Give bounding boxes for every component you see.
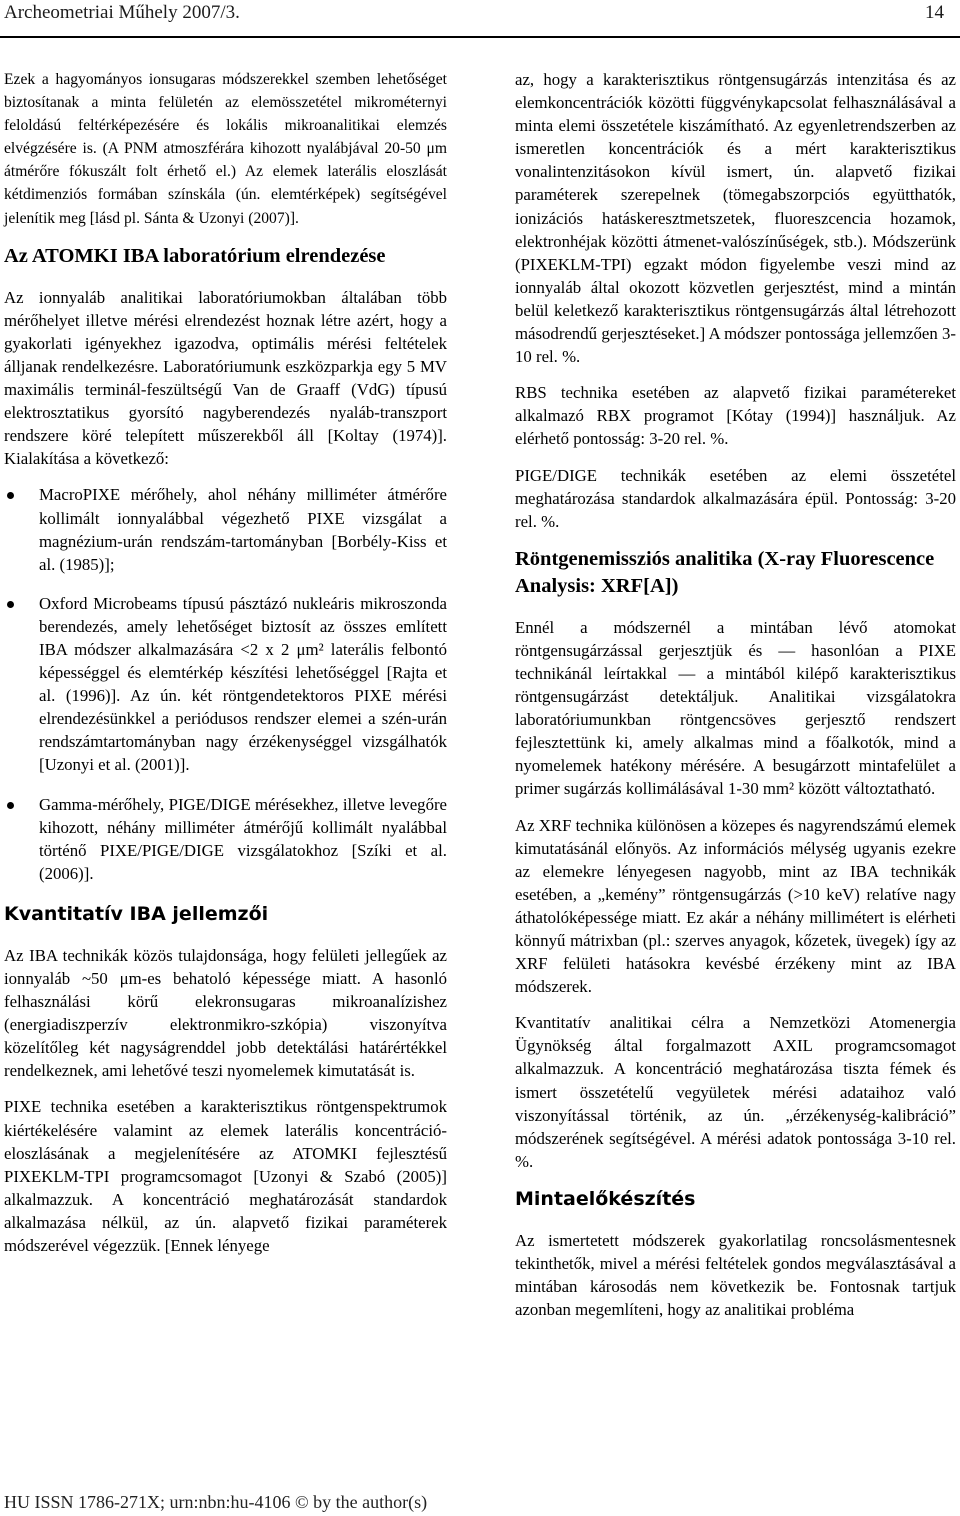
bullet-icon [7, 492, 14, 499]
continued-paragraph: az, hogy a karakterisztikus röntgensugárzás intenzitása és az elemkoncentrációk közötti függvénykapcsolat felhasználásával a minta elemi összetétele kiszámítható. Az egyenletrendszerben az ismeretlen koncentrációk és a mért karakterisztikus vonalintenzitásokon kívül ismert, ún. alapvető fizikai paraméterek szerepelnek (tömegabszorpciós együtthatók, ionizációs hatáskeresztmetszetek, fluoreszcencia hozamok, elektronhéjak közötti átmenet-valószínűségek, stb.). Módszerünk (PIXEKLM-TPI) egzakt módon figyelembe veszi mind az ionnyaláb által okozott közvetlen gerjesztést, mind a mintán belül keletkező karakterisztikus röntgensugárzás által létrehozott másodrendű gerjesztéseket.] A módszer pontossága jellemzően 3-10 rel. %. [515, 70, 956, 367]
left-column [4, 68, 447, 1270]
quant-paragraph-1: Az IBA technikák közös tulajdonsága, hogy felületi jellegűek az ionnyaláb ~50 μm-es behatoló képessége miatt. A hasonló felhasználási körű elekronsugaras mikroanalízishez (energiadiszperzív elektronmikro-szkópia) viszonyítva közelítőleg két nagyságrenddel jobb detektálási határértékkel rendelkeznek, ami lehetővé teszi nyomelemek kimutatását is. [4, 945, 447, 1081]
list-item [4, 483, 447, 575]
heading-sample-prep: Mintaelőkészítés [515, 1187, 696, 1210]
facility-list [4, 483, 447, 885]
pige-paragraph: PIGE/DIGE technikák esetében az elemi összetétel meghatározása standardok alkalmazására épül. Pontosság: 3-20 rel. %. [515, 465, 956, 531]
list-item [4, 793, 447, 885]
header-rule [0, 36, 960, 38]
list-item-text: Oxford Microbeams típusú pásztázó nukleáris mikroszonda berendezés, amely lehetőséget biztosít az összes említett IBA módszer alkalmazására <2 x 2 μm² laterális felbontó képességgel és elemtérkép készítési lehetőséggel [Rajta et al. (1996)]. Az ún. két röntgendetektoros PIXE mérési elrendezésünkkel a periódusos rendszer elemei a szén-urán rendszámtartományban nagy érzékenységgel vizsgálhatók [Uzonyi et al. (2001)]. [39, 593, 447, 775]
quant-paragraph-2: PIXE technika esetében a karakterisztikus röntgenspektrumok kiértékelésére valamint az elemek laterális koncentráció-eloszlásának a megjelenítésére az ATOMKI fejlesztésű PIXEKLM-TPI programcsomagot [Uzonyi & Szabó (2005)] alkalmazzuk. A koncentráció meghatározását standardok alkalmazása nélkül, az ún. alapvető fizikai paraméterek módszerével végezzük. [Ennek lényege [4, 1097, 447, 1256]
xrf-paragraph-3: Kvantitatív analitikai célra a Nemzetközi Atomenergia Ügynökség által forgalmazott AXIL programcsomagot alkalmazzuk. A koncentráció meghatározása tiszta fémek és ismert összetételű vegyületek mérési adataihoz való viszonyítással történik, az ún. „érzékenység-kalibráció” módszerének segítségével. A mérési adatok pontossága 3-10 rel. %. [515, 1013, 956, 1171]
heading-xrf: Röntgenemissziós analitika (X-ray Fluorescence Analysis: XRF[A]) [515, 547, 935, 597]
intro-paragraph: Ezek a hagyományos ionsugaras módszerekkel szemben lehetőséget biztosítanak a minta felületén az elemösszetétel mikrométernyi feloldású feltérképezésére és lokális mikroanalitikai elemzés elvégzésére is. (A PNM atmoszférára kihozott nyalábjával 20-50 μm átmérőre fókuszált folt érhető el.) Az elemek laterális eloszlását kétdimenziós formában színskála (ún. elemtérképek) segítségével jelenítik meg [lásd pl. Sánta & Uzonyi (2007)]. [4, 71, 447, 227]
journal-header: Archeometriai Műhely 2007/3. [4, 2, 240, 23]
bullet-icon [7, 601, 14, 608]
footer-issn: HU ISSN 1786-271X; urn:nbn:hu-4106 © by the author(s) [4, 1492, 428, 1512]
xrf-paragraph-2: Az XRF technika különösen a közepes és nagyrendszámú elemek kimutatásánál előnyös. Az információs mélység ugyanis ezekre az elemekre lényegesen nagyobb, mint az IBA technikák esetében, a „kemény” röntgensugárzás (>10 keV) relatíve nagy áthatolóképessége miatt. Ez akár a néhány millimétert is elérheti könnyű mátrixban (pl.: szerves anyagok, kőzetek, üvegek) így az XRF felületi hatásokra kevésbé érzékeny mint az IBA módszerek. [515, 815, 956, 997]
right-column [515, 68, 956, 1334]
xrf-paragraph-1: Ennél a módszernél a mintában lévő atomokat röntgensugárzással gerjesztjük és — hasonlóan a PIXE technikánál leírtakkal — a mintából kilépő karakterisztikus röntgensugárzást detektáljuk. Analitikai vizsgálatokra laboratóriumunkban röntgencsöves gerjesztő rendszert fejlesztettünk ki, amely alkalmas mind a főalkotók, mind a nyomelemek hatékony mérésére. A besugárzott mintafelület a primer sugárzás kollimálásával 1-30 mm² között változtatható. [515, 617, 956, 799]
heading-quantitative-iba: Kvantitatív IBA jellemzői [4, 902, 269, 925]
page-number: 14 [925, 2, 944, 23]
lab-paragraph: Az ionnyaláb analitikai laboratóriumokban általában több mérőhelyet illetve mérési elrendezést hoznak létre azért, hogy a gyakorlati igényekhez igazodva, optimális mérési feltételek álljanak rendelkezésre. Laboratóriumunk eszközparkja egy 5 MV maximális terminál-feszültségű Van de Graaff (VdG) típusú elektrosztatikus gyorsító nagyberendezés nyaláb-transzport rendszere köré telepített műszerekből áll [Koltay (1974)]. Kialakítása a következő: [4, 287, 447, 469]
heading-lab-layout: Az ATOMKI IBA laboratórium elrendezése [4, 244, 386, 267]
list-item [4, 592, 447, 777]
list-item-text: MacroPIXE mérőhely, ahol néhány milliméter átmérőre kollimált ionnyalábbal végezhető PIXE vizsgálat a magnézium-urán rendszám-tartományban [Borbély-Kiss et al. (1985)]; [39, 485, 447, 574]
rbs-paragraph: RBS technika esetében az alapvető fizikai paramétereket alkalmazó RBX programot [Kótay (1994)] használjuk. Az elérhető pontosság: 3-20 rel. %. [515, 383, 956, 449]
sample-paragraph: Az ismertetett módszerek gyakorlatilag roncsolásmentesnek tekinthetők, mivel a mérési feltételek gondos megválasztásával a mintában károsodás nem következik be. Fontosnak tartjuk azonban megemlíteni, hogy az analitikai probléma [515, 1230, 956, 1320]
list-item-text: Gamma-mérőhely, PIGE/DIGE mérésekhez, illetve levegőre kihozott, néhány milliméter átmérőjű kollimált nyalábbal történő PIXE/PIGE/DIGE vizsgálatokhoz [Szíki et al. (2006)]. [39, 794, 447, 883]
bullet-icon [7, 802, 14, 809]
